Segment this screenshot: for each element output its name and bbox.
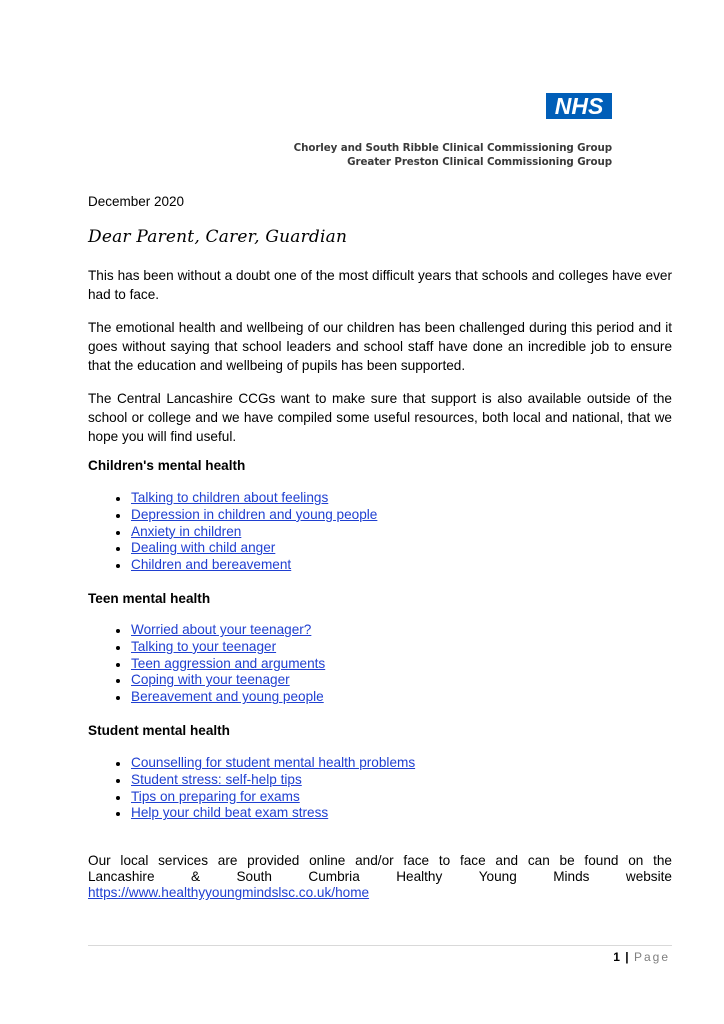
word: Minds <box>553 869 590 884</box>
link-exam-stress[interactable]: Help your child beat exam stress <box>131 805 329 821</box>
word: Young <box>478 869 517 884</box>
bullet-icon <box>116 531 120 535</box>
page-label: Page <box>633 950 670 964</box>
nhs-logo: NHS <box>546 93 612 119</box>
link-student-stress[interactable]: Student stress: self-help tips <box>131 771 302 787</box>
link-worried-teenager[interactable]: Worried about your teenager? <box>131 622 312 637</box>
bullet-icon <box>116 497 120 501</box>
page-number-value: 1 <box>613 950 621 964</box>
bullet-icon <box>116 679 120 683</box>
bullet-icon <box>116 646 120 650</box>
intro-paragraph: This has been without a doubt one of the most difficult years that schools and colleges have ever had to face. <box>88 268 672 302</box>
word: website <box>625 869 672 884</box>
link-anxiety-children[interactable]: Anxiety in children <box>131 523 242 539</box>
link-children-bereavement[interactable]: Children and bereavement <box>131 557 292 573</box>
bullet-icon <box>116 762 120 766</box>
page-number-separator: | <box>625 950 630 964</box>
letter-date: December 2020 <box>88 194 185 209</box>
footer-divider <box>88 945 672 946</box>
link-talking-teenager[interactable]: Talking to your teenager <box>131 638 277 654</box>
word: Cumbria <box>308 869 360 884</box>
link-bereavement-young-people[interactable]: Bereavement and young people <box>131 689 324 705</box>
salutation: Dear Parent, Carer, Guardian <box>88 227 348 247</box>
bullet-icon <box>116 514 120 518</box>
section-heading-teen: Teen mental health <box>88 591 211 606</box>
local-services-text: Our local services are provided online and/or face to face and can be found on the <box>88 853 672 868</box>
link-talking-to-children[interactable]: Talking to children about feelings <box>131 490 329 505</box>
local-services-line3 <box>88 885 672 901</box>
page-number <box>613 950 670 964</box>
link-depression-children[interactable]: Depression in children and young people <box>131 506 378 522</box>
section-heading-student: Student mental health <box>88 723 230 738</box>
link-student-counselling[interactable]: Counselling for student mental health problems <box>131 755 416 770</box>
local-services-line2 <box>88 869 672 885</box>
bullet-icon <box>116 564 120 568</box>
wellbeing-paragraph: The emotional health and wellbeing of our children has been challenged during this period and it goes without saying that school leaders and school staff have done an incredible job to ensure that the education and wellbeing of pupils has been supported. <box>88 320 672 373</box>
word: South <box>236 869 272 884</box>
link-coping-teenager[interactable]: Coping with your teenager <box>131 672 290 688</box>
bullet-icon <box>116 812 120 816</box>
bullet-icon <box>116 629 120 633</box>
resources-paragraph: The Central Lancashire CCGs want to make sure that support is also available outside of the school or college and we have compiled some useful resources, both local and national, that we hope you will find useful. <box>88 391 672 444</box>
ccg-name-chorley: Chorley and South Ribble Clinical Commissioning Group <box>293 142 612 154</box>
link-teen-aggression[interactable]: Teen aggression and arguments <box>131 655 326 671</box>
link-exam-tips[interactable]: Tips on preparing for exams <box>131 788 300 804</box>
ccg-name-preston: Greater Preston Clinical Commissioning Group <box>347 156 612 168</box>
local-services-line1 <box>88 853 672 869</box>
healthy-young-minds-link[interactable]: https://www.healthyyoungmindslsc.co.uk/home <box>88 885 370 900</box>
link-child-anger[interactable]: Dealing with child anger <box>131 540 276 556</box>
bullet-icon <box>116 779 120 783</box>
bullet-icon <box>116 547 120 551</box>
local-services-paragraph <box>88 853 672 901</box>
word: Healthy <box>396 869 443 884</box>
bullet-icon <box>116 696 120 700</box>
bullet-icon <box>116 796 120 800</box>
word: & <box>190 869 201 884</box>
section-heading-children: Children's mental health <box>88 458 246 473</box>
word: Lancashire <box>88 869 155 884</box>
bullet-icon <box>116 663 120 667</box>
